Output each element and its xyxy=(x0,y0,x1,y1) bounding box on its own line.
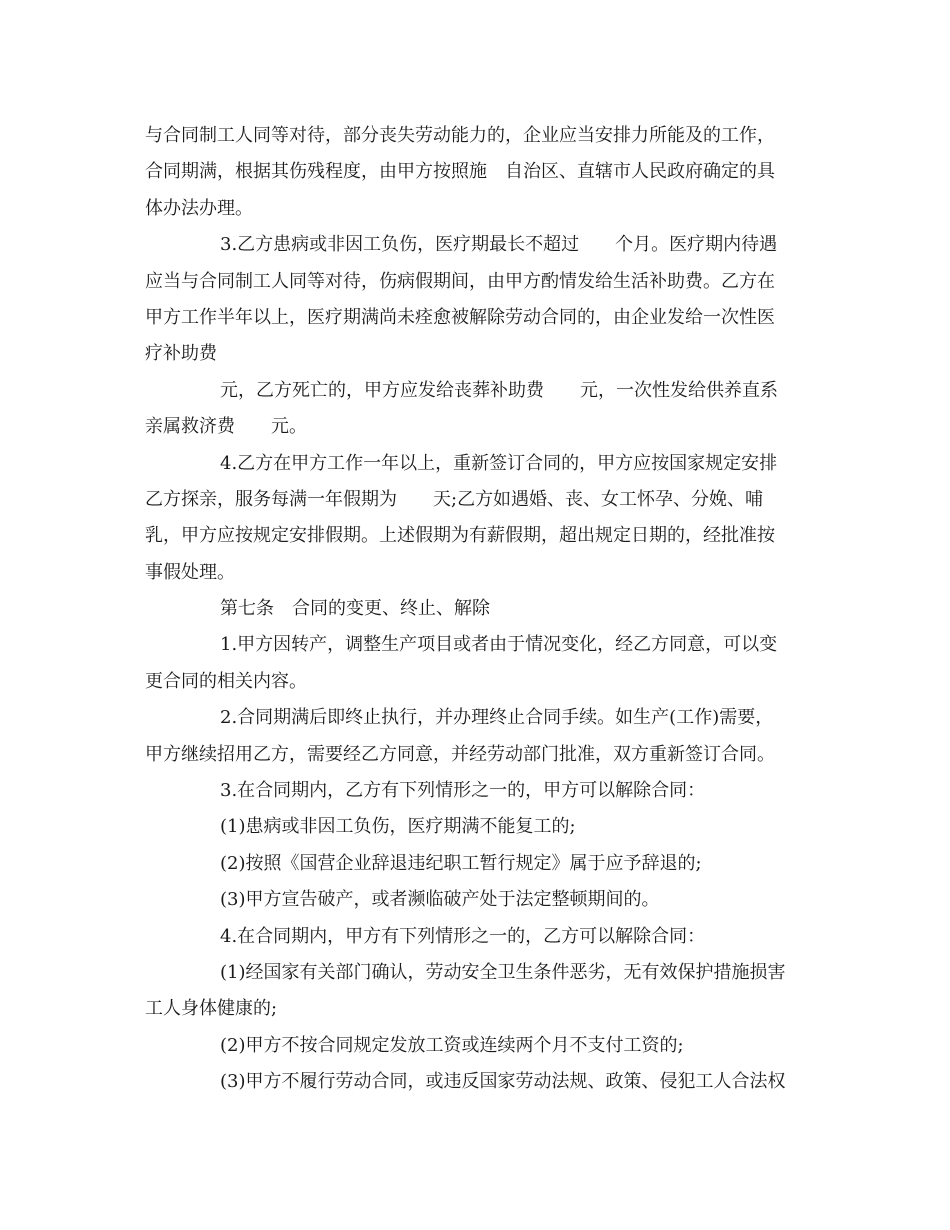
paragraph-line: (2)甲方不按合同规定发放工资或连续两个月不支付工资的; xyxy=(220,1034,684,1056)
document-body xyxy=(145,118,805,1101)
paragraph-line: 2.合同期满后即终止执行，并办理终止合同手续。如生产(工作)需要， xyxy=(220,707,774,729)
paragraph-line: 甲方工作半年以上，医疗期满尚未痊愈被解除劳动合同的，由企业发给一次性医 xyxy=(145,306,775,328)
paragraph-line: 1.甲方因转产，调整生产项目或者由于情况变化，经乙方同意，可以变 xyxy=(220,634,778,656)
paragraph-line: (1)经国家有关部门确认，劳动安全卫生条件恶劣，无有效保护措施损害 xyxy=(220,961,786,983)
paragraph-line: 4.在合同期内，甲方有下列情形之一的，乙方可以解除合同： xyxy=(220,925,706,947)
paragraph-line: 事假处理。 xyxy=(145,561,235,583)
paragraph-line: 乳，甲方应按规定安排假期。上述假期为有薪假期，超出规定日期的，经批准按 xyxy=(145,525,775,547)
paragraph-line: 4.乙方在甲方工作一年以上，重新签订合同的，甲方应按国家规定安排 xyxy=(220,452,778,474)
paragraph-line: 合同期满，根据其伤残程度，由甲方按照施 自治区、直辖市人民政府确定的具 xyxy=(145,161,775,183)
paragraph-line: 亲属救济费 元。 xyxy=(145,416,307,438)
paragraph-line: 第七条 合同的变更、终止、解除 xyxy=(220,598,490,620)
paragraph-line: 体办法办理。 xyxy=(145,197,253,219)
paragraph-line: 与合同制工人同等对待，部分丧失劳动能力的，企业应当安排力所能及的工作， xyxy=(145,125,775,146)
paragraph-line: 甲方继续招用乙方，需要经乙方同意，并经劳动部门批准，双方重新签订合同。 xyxy=(145,743,775,765)
paragraph-line: (3)甲方宣告破产，或者濒临破产处于法定整顿期间的。 xyxy=(220,889,660,911)
paragraph-line: 应当与合同制工人同等对待，伤病假期间，由甲方酌情发给生活补助费。乙方在 xyxy=(145,270,775,292)
paragraph-line: (1)患病或非因工负伤，医疗期满不能复工的; xyxy=(220,816,576,838)
paragraph-line: 更合同的相关内容。 xyxy=(145,670,307,692)
paragraph-line: 疗补助费 xyxy=(145,343,217,365)
paragraph-line: 乙方探亲，服务每满一年假期为 天;乙方如遇婚、丧、女工怀孕、分娩、哺 xyxy=(145,488,764,510)
paragraph-line: (3)甲方不履行劳动合同，或违反国家劳动法规、政策、侵犯工人合法权 xyxy=(220,1071,786,1093)
paragraph-line: 3.乙方患病或非因工负伤，医疗期最长不超过 个月。医疗期内待遇 xyxy=(220,234,778,256)
paragraph-line: (2)按照《国营企业辞退违纪职工暂行规定》属于应予辞退的; xyxy=(220,852,702,874)
paragraph-line: 工人身体健康的; xyxy=(145,998,278,1020)
paragraph-line: 元，乙方死亡的，甲方应发给丧葬补助费 元，一次性发给供养直系 xyxy=(220,379,778,401)
paragraph-line: 3.在合同期内，乙方有下列情形之一的，甲方可以解除合同： xyxy=(220,780,706,802)
